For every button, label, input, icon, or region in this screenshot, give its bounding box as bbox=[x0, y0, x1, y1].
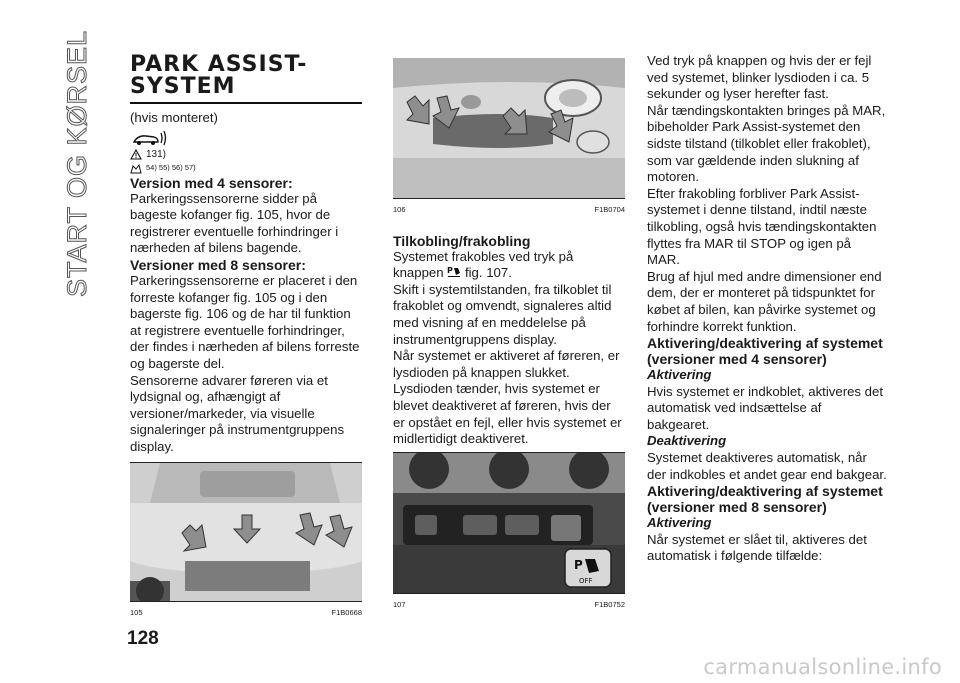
figure-106-caption: 106 F1B0704 bbox=[393, 205, 625, 214]
heading-4-sensors: Version med 4 sensorer: bbox=[130, 174, 293, 191]
dashboard-button-image bbox=[393, 452, 625, 594]
section-title-line2: SYSTEM bbox=[130, 74, 236, 99]
heading-activation-4: Aktivering/deaktivering af systemet (versioner med 4 sensorer) bbox=[647, 335, 883, 368]
paragraph-8-sensors: Parkeringssensorerne er placeret i den forreste kofanger fig. 105 og i den bagerste fig. 106 og de har til funktion at registrere eventuelle forhindringer, der findes i nærheden af bilens forreste og bagerste del. bbox=[130, 272, 360, 371]
caution-hand-icon bbox=[130, 163, 142, 174]
rear-bumper-image bbox=[130, 462, 362, 602]
figure-107-caption: 107 F1B0752 bbox=[393, 599, 625, 609]
rear-bumper-illustration bbox=[130, 463, 362, 601]
column-left bbox=[130, 54, 362, 621]
figure-105-caption: 105 F1B0668 bbox=[130, 607, 362, 617]
paragraph-remains-off: Efter frakobling forbliver Park Assist-systemet i denne tilstand, indtil næste tilkobling, også hvis tændingskontakten flyttes fra MAR til STOP og igen på MAR. bbox=[647, 185, 877, 268]
front-bumper-illustration bbox=[393, 58, 625, 198]
paragraph-ignition-state: Når tændingskontakten bringes på MAR, bibeholder Park Assist-systemet den sidste tilstand (tilkoblet eller frakoblet), som var gældende inden slukning af motoren. bbox=[647, 102, 886, 185]
paragraph-led-off: Når systemet er aktiveret af føreren, er lysdioden på knappen slukket. bbox=[393, 348, 620, 380]
site-watermark: carmanualsonline.info bbox=[703, 655, 942, 679]
paragraph-sensor-warning: Sensorerne advarer føreren via et lydsignal og, afhængigt af versioner/markeder, via visuelle signaleringer på instrumentgruppens display. bbox=[130, 372, 345, 454]
availability-note: (hvis monteret) bbox=[130, 110, 218, 125]
park-assist-button-icon bbox=[447, 265, 461, 279]
warning-reference: 131) bbox=[130, 149, 362, 161]
paragraph-other-gear: Systemet deaktiveres automatisk, når der indkobles et andet gear end bakgear. bbox=[647, 450, 887, 482]
paragraph-fault-blink: Ved tryk på knappen og hvis der er fejl ved systemet, blinker lysdioden i ca. 5 sekunder og lyser herefter fast. bbox=[647, 53, 872, 102]
heading-aktivering-1: Aktivering bbox=[647, 367, 712, 383]
heading-aktivering-2: Aktivering bbox=[647, 515, 712, 531]
column-middle bbox=[393, 58, 625, 613]
heading-onoff: Tilkobling/frakobling bbox=[393, 232, 531, 249]
paragraph-4-sensors: Parkeringssensorerne sidder på bageste kofanger fig. 105, hvor de registrerer eventuelle forhindringer i nærheden af bilens bagende. bbox=[130, 190, 339, 256]
column-right bbox=[647, 53, 887, 565]
svg-text:P: P bbox=[574, 557, 583, 572]
paragraph-state-change: Skift i systemtilstanden, fra tilkoblet til frakoblet og omvendt, signaleres altid med visning af en meddelelse på instrumentgruppens display. bbox=[393, 281, 612, 347]
chapter-side-title: START OG KØRSEL bbox=[62, 29, 93, 297]
warning-triangle-icon bbox=[130, 149, 142, 160]
svg-text:P: P bbox=[447, 266, 454, 276]
heading-8-sensors: Versioner med 8 sensorer: bbox=[130, 256, 306, 273]
heading-activation-8: Aktivering/deaktivering af systemet (versioner med 8 sensorer) bbox=[647, 483, 883, 516]
front-bumper-image bbox=[393, 58, 625, 199]
title-rule bbox=[130, 102, 362, 104]
parking-sensor-icon-row bbox=[130, 129, 362, 147]
figure-105 bbox=[130, 462, 362, 622]
page-number: 128 bbox=[127, 628, 159, 649]
paragraph-reverse-gear: Hvis systemet er indkoblet, aktiveres det automatisk ved indsættelse af bakgearet. bbox=[647, 383, 884, 432]
paragraph-activation-cases: Når systemet er slået til, aktiveres det automatisk i følgende tilfælde: bbox=[647, 531, 867, 564]
paragraph-wheel-size: Brug af hjul med andre dimensioner end dem, der er monteret på tidspunktet for købet af bilen, kan påvirke systemet og forhindre korrekt funktion. bbox=[647, 268, 882, 334]
figure-106 bbox=[393, 58, 625, 219]
onoff-section bbox=[393, 233, 625, 448]
paragraph-led-on: Lysdioden tænder, hvis systemet er blevet deaktiveret af føreren, hvis der er opstået en fejl, eller hvis systemet er midlertidigt deaktiveret. bbox=[393, 381, 622, 447]
svg-text:OFF: OFF bbox=[579, 576, 593, 585]
figure-107 bbox=[393, 452, 625, 614]
section-title-line1: PARK ASSIST- bbox=[130, 52, 308, 77]
dashboard-illustration bbox=[393, 453, 625, 593]
paragraph-button: Systemet frakobles ved tryk på knappen P fig. 107. bbox=[393, 248, 574, 281]
caution-reference: 54) 55) 56) 57) bbox=[130, 163, 362, 174]
parking-sensor-icon bbox=[130, 129, 170, 147]
heading-deaktivering: Deaktivering bbox=[647, 433, 727, 449]
